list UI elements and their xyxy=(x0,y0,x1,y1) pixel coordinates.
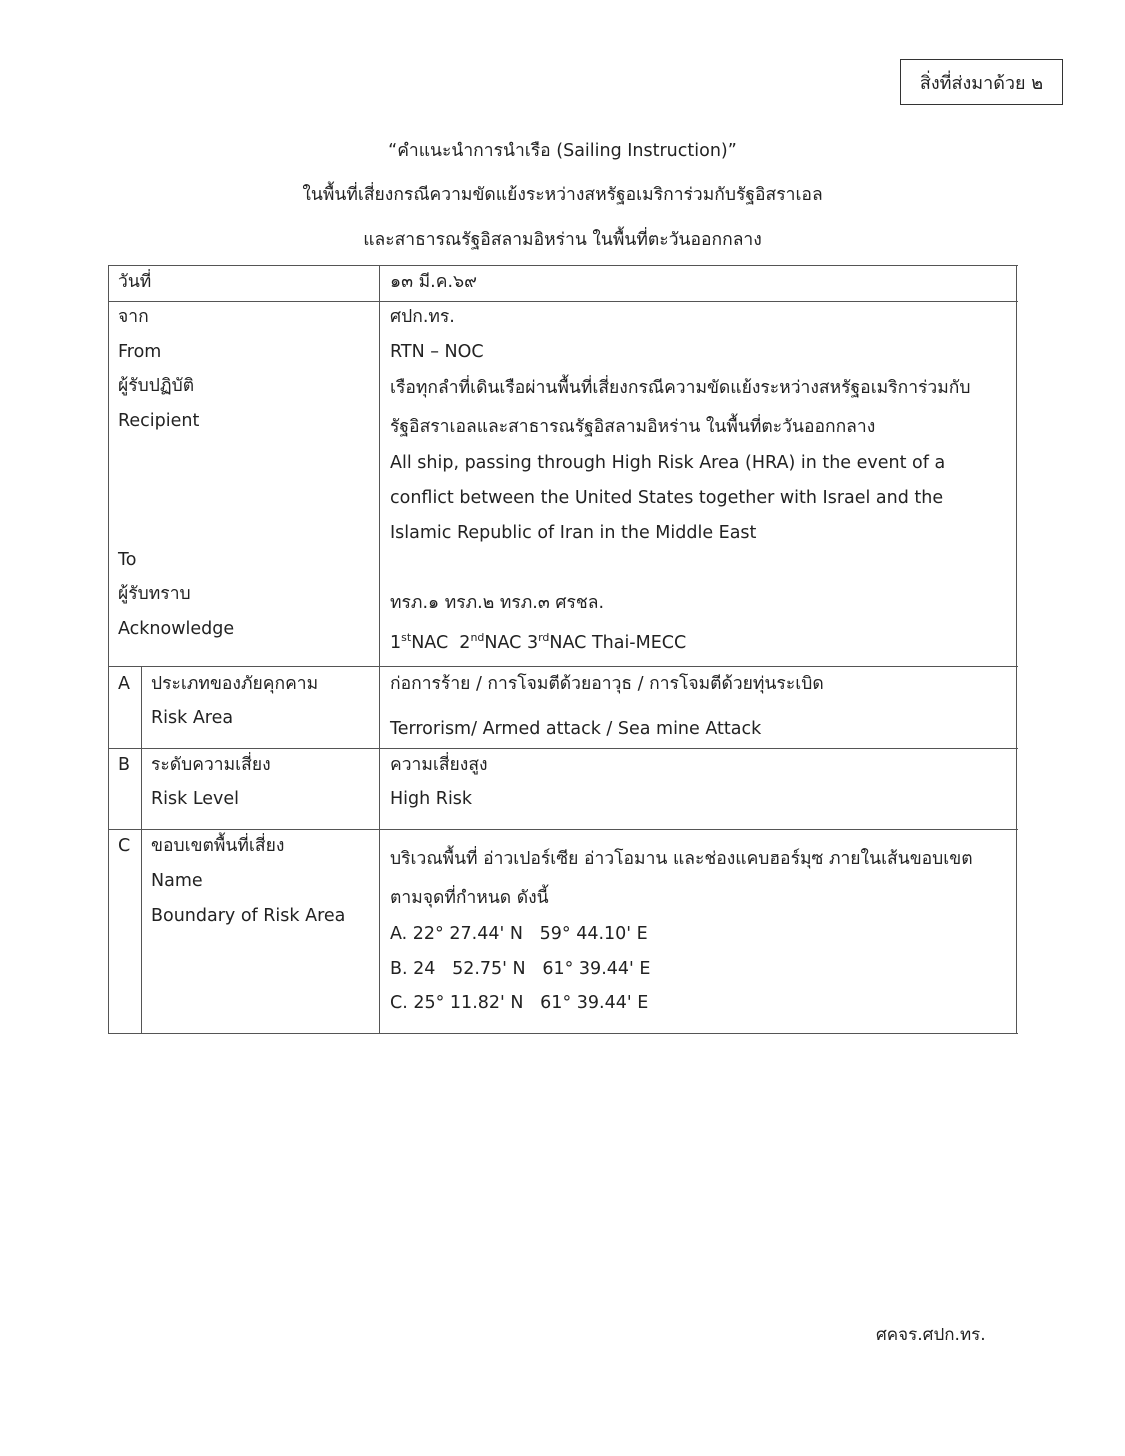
footer-office-code: ศคจร.ศปก.ทร. xyxy=(876,1325,986,1345)
date-label: วันที่ xyxy=(118,272,152,292)
section-c-label-name: Name xyxy=(151,871,203,891)
recipient-value-th-2: รัฐอิสราเอลและสาธารณรัฐอิสลามอิหร่าน ในพื้นที่ตะวันออกกลาง xyxy=(390,417,876,437)
table-border-left xyxy=(108,265,109,1034)
attachment-label-box xyxy=(900,59,1063,105)
recipient-value-th-1: เรือทุกลำที่เดินเรือผ่านพื้นที่เสี่ยงกรณีความขัดแย้งระหว่างสหรัฐอเมริการ่วมกับ xyxy=(390,378,971,398)
table-border-bottom xyxy=(108,1033,1018,1034)
section-b-label-th: ระดับความเสี่ยง xyxy=(151,755,271,775)
section-b-label-en: Risk Level xyxy=(151,789,240,809)
section-a-letter: A xyxy=(118,674,130,694)
recipient-value-en-2: conflict between the United States together with Israel and the xyxy=(390,488,944,508)
attachment-label: สิ่งที่ส่งมาด้วย ๒ xyxy=(919,72,1044,94)
acknowledge-value-en: 1stNAC 2ndNAC 3rdNAC Thai-MECC xyxy=(390,631,687,653)
from-label-th: จาก xyxy=(118,307,149,327)
boundary-point-c: C. 25° 11.82' N 61° 39.44' E xyxy=(390,993,649,1013)
section-a-label-en: Risk Area xyxy=(151,708,234,728)
section-b-value-th: ความเสี่ยงสูง xyxy=(390,755,488,775)
boundary-point-b: B. 24 52.75' N 61° 39.44' E xyxy=(390,959,651,979)
table-letter-divider xyxy=(141,666,142,1034)
recipient-label-th: ผู้รับปฏิบัติ xyxy=(118,376,195,396)
acknowledge-value-th: ทรภ.๑ ทรภ.๒ ทรภ.๓ ศรชล. xyxy=(390,593,605,613)
section-c-letter: C xyxy=(118,836,131,856)
section-b-value-en: High Risk xyxy=(390,789,473,809)
recipient-value-en-1: All ship, passing through High Risk Area (HRA) in the event of a xyxy=(390,453,946,473)
section-c-label-boundary: Boundary of Risk Area xyxy=(151,906,346,926)
from-label-en: From xyxy=(118,342,162,362)
document-title: “คำแนะนำการนำเรือ (Sailing Instruction)” xyxy=(388,141,737,161)
acknowledge-label-th: ผู้รับทราบ xyxy=(118,584,191,604)
section-c-value-th-1: บริเวณพื้นที่ อ่าวเปอร์เซีย อ่าวโอมาน และช่องแคบฮอร์มุซ ภายในเส้นขอบเขต xyxy=(390,849,973,869)
section-b-letter: B xyxy=(118,755,131,775)
section-c-label-th: ขอบเขตพื้นที่เสี่ยง xyxy=(151,836,285,856)
table-border-top xyxy=(108,265,1018,266)
table-column-divider xyxy=(379,265,380,1034)
section-a-value-th: ก่อการร้าย / การโจมตีด้วยอาวุธ / การโจมตีด้วยทุ่นระเบิด xyxy=(390,674,824,694)
acknowledge-label-en: Acknowledge xyxy=(118,619,235,639)
date-value: ๑๓ มี.ค.๖๙ xyxy=(390,272,477,292)
to-label: To xyxy=(118,550,137,570)
from-value-en: RTN – NOC xyxy=(390,342,484,362)
document-subtitle-2: และสาธารณรัฐอิสลามอิหร่าน ในพื้นที่ตะวันออกกลาง xyxy=(363,230,762,250)
section-c-value-th-2: ตามจุดที่กำหนด ดังนี้ xyxy=(390,888,549,908)
sailing-instruction-table xyxy=(108,265,1018,1034)
section-a-label-th: ประเภทของภัยคุกคาม xyxy=(151,674,319,694)
recipient-label-en: Recipient xyxy=(118,411,200,431)
table-border-right xyxy=(1016,265,1017,1034)
section-a-value-en: Terrorism/ Armed attack / Sea mine Attack xyxy=(390,719,762,739)
boundary-point-a: A. 22° 27.44' N 59° 44.10' E xyxy=(390,924,648,944)
table-divider-date xyxy=(108,301,1018,302)
document-subtitle-1: ในพื้นที่เสี่ยงกรณีความขัดแย้งระหว่างสหรัฐอเมริการ่วมกับรัฐอิสราเอล xyxy=(302,185,823,205)
recipient-value-en-3: Islamic Republic of Iran in the Middle East xyxy=(390,523,757,543)
from-value-th: ศปก.ทร. xyxy=(390,307,455,327)
